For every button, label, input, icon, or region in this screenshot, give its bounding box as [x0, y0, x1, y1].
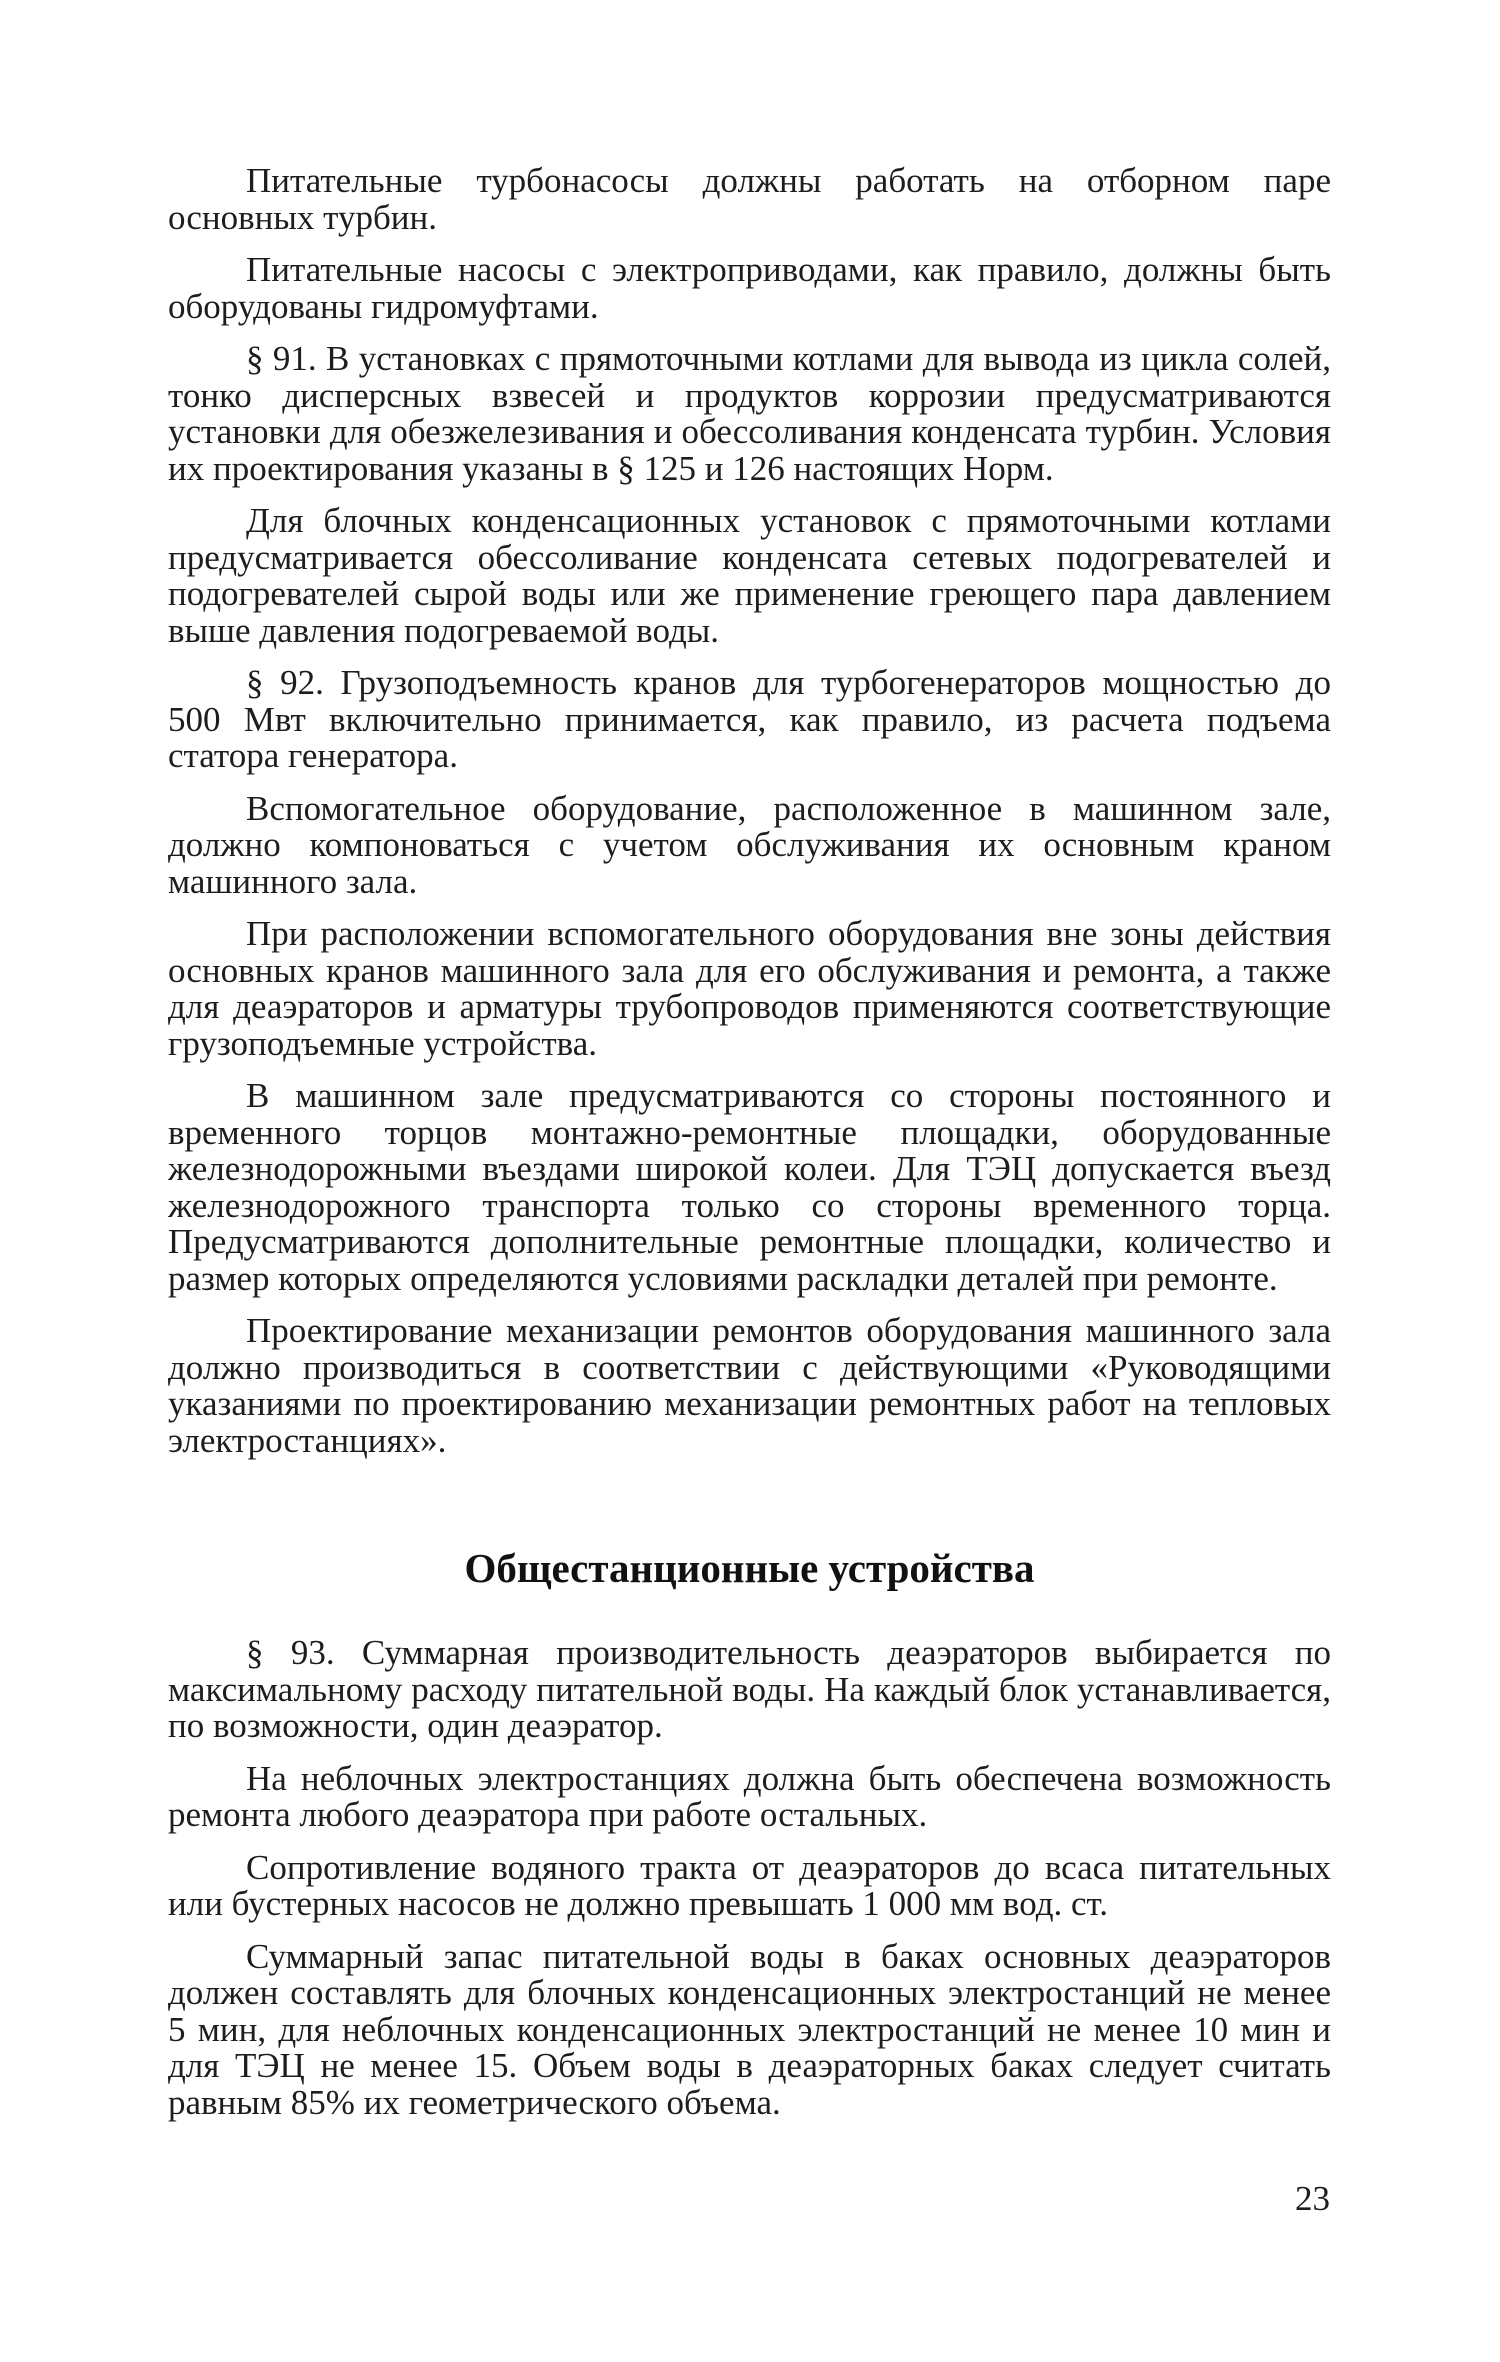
paragraph: При расположении вспомогательного оборудования вне зоны действия основных кранов машинного зала для его обслуживания и ремонта, а также для деаэраторов и арматуры трубопроводов применяются соответствующие грузоподъемные устройства. [168, 914, 1331, 1063]
paragraph: Питательные насосы с электроприводами, как правило, должны быть оборудованы гидромуфтами. [168, 250, 1331, 326]
section-heading: Общестанционные устройства [464, 1545, 1035, 1591]
paragraph: В машинном зале предусматриваются со стороны постоянного и временного торцов монтажно-ремонтные площадки, оборудованные железнодорожными въездами широкой колеи. Для ТЭЦ допускается въезд железнодорожного транспорта только со стороны временного торца. Предусматриваются дополнительные ремонтные площадки, количество и размер которых определяются условиями раскладки деталей при ремонте. [168, 1076, 1331, 1298]
paragraph: § 93. Суммарная производительность деаэраторов выбирается по максимальному расходу питательной воды. На каждый блок устанавливается, по возможности, один деаэратор. [168, 1633, 1331, 1745]
page-number: 23 [1295, 2179, 1330, 2218]
paragraph: Проектирование механизации ремонтов оборудования машинного зала должно производиться в соответствии с действующими «Руководящими указаниями по проектированию механизации ремонтных работ на тепловых электростанциях». [168, 1311, 1331, 1460]
paragraph: Вспомогательное оборудование, расположенное в машинном зале, должно компоноваться с учетом обслуживания их основным краном машинного зала. [168, 788, 1331, 901]
paragraph: § 92. Грузоподъемность кранов для турбогенераторов мощностью до 500 Мвт включительно принимается, как правило, из расчета подъема статора генератора. [168, 663, 1331, 775]
text-column [168, 163, 1331, 2137]
paragraph: На неблочных электростанциях должна быть обеспечена возможность ремонта любого деаэратора при работе остальных. [168, 1758, 1331, 1834]
paragraph: Суммарный запас питательной воды в баках основных деаэраторов должен составлять для блочных конденсационных электростанций не менее 5 мин, для неблочных конденсационных электростанций не менее 10 мин и для ТЭЦ не менее 15. Объем воды в деаэраторных баках следует считать равным 85% их геометрического объема. [168, 1936, 1331, 2122]
paragraph: Для блочных конденсационных установок с прямоточными котлами предусматривается обессоливание конденсата сетевых подогревателей и подогревателей сырой воды или же применение греющего пара давлением выше давления подогреваемой воды. [168, 501, 1331, 650]
paragraph: Сопротивление водяного тракта от деаэраторов до всаса питательных или бустерных насосов не должно превышать 1 000 мм вод. ст. [168, 1847, 1331, 1923]
paragraph: Питательные турбонасосы должны работать на отборном паре основных турбин. [168, 161, 1331, 237]
paragraph: § 91. В установках с прямоточными котлами для вывода из цикла солей, тонко дисперсных взвесей и продуктов коррозии предусматриваются установки для обезжелезивания и обессоливания конденсата турбин. Условия их проектирования указаны в § 125 и 126 настоящих Норм. [168, 339, 1331, 488]
